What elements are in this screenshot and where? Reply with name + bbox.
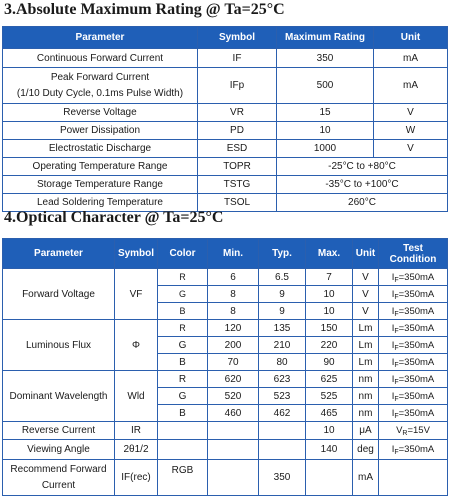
max-cell: 465 [306,405,353,422]
symbol-cell: Wld [115,371,158,422]
parameter-line: Current [41,480,76,491]
min-cell: 6 [208,269,259,286]
table-row [3,440,448,460]
unit-cell: W [374,122,448,140]
parameter-cell: Storage Temperature Range [3,176,198,194]
max-cell [306,460,353,496]
parameter-line: Peak Forward Current [50,72,150,83]
typ-cell [259,422,306,440]
header-color: Color [158,239,208,269]
color-cell: G [158,337,208,354]
parameter-cell: Operating Temperature Range [3,158,198,176]
symbol-cell: IFp [198,68,277,104]
color-cell [158,440,208,460]
test-condition-cell: $I_F=350mA$ [379,405,448,422]
unit-cell: deg [353,440,379,460]
parameter-cell: Dominant Wavelength [3,371,115,422]
min-cell: 8 [208,303,259,320]
min-cell [208,422,259,440]
table-row [3,269,448,286]
typ-cell: 9 [259,286,306,303]
parameter-cell: Reverse Current [3,422,115,440]
color-cell: G [158,388,208,405]
symbol-cell: TSTG [198,176,277,194]
max-cell: 140 [306,440,353,460]
min-cell [208,440,259,460]
typ-cell: 623 [259,371,306,388]
section-4-title: 4.Optical Character @ Ta=25°C [4,209,224,226]
min-cell: 460 [208,405,259,422]
test-condition-cell: $I_F=350mA$ [379,303,448,320]
symbol-cell: PD [198,122,277,140]
color-cell: R [158,320,208,337]
rating-cell: -25°C to +80°C [277,158,448,176]
symbol-cell: IF [198,49,277,68]
symbol-cell: VR [198,104,277,122]
symbol-cell: IF(rec) [115,460,158,496]
unit-cell: Lm [353,354,379,371]
unit-cell: mA [374,68,448,104]
table-row [3,140,448,158]
typ-cell: 9 [259,303,306,320]
table-row [3,176,448,194]
table-row [3,460,448,496]
header-symbol: Symbol [198,27,277,49]
color-cell: R [158,371,208,388]
table-row [3,158,448,176]
parameter-note: (1/10 Duty Cycle, 0.1ms Pulse Width) [16,88,184,99]
unit-cell: Lm [353,320,379,337]
rating-cell: 10 [277,122,374,140]
unit-cell: nm [353,371,379,388]
table-row [3,371,448,388]
unit-cell: mA [374,49,448,68]
max-cell: 7 [306,269,353,286]
rating-cell: 350 [277,49,374,68]
max-cell: 10 [306,286,353,303]
parameter-cell: Luminous Flux [3,320,115,371]
typ-cell [259,440,306,460]
header-typ: Typ. [259,239,306,269]
symbol-cell: TOPR [198,158,277,176]
typ-cell: 135 [259,320,306,337]
min-cell: 70 [208,354,259,371]
header-maximum-rating: Maximum Rating [277,27,374,49]
max-cell: 10 [306,303,353,320]
symbol-cell: VF [115,269,158,320]
unit-cell: V [353,303,379,320]
rating-cell: 500 [277,68,374,104]
unit-cell: nm [353,388,379,405]
header-parameter: Parameter [3,27,198,49]
test-condition-cell: $I_F=350mA$ [379,371,448,388]
header-parameter: Parameter [3,239,115,269]
header-test-condition: Test Condition [379,239,448,269]
rating-cell: 260°C [277,194,448,212]
optical-character-table [2,238,448,496]
rating-cell: 15 [277,104,374,122]
typ-cell: 350 [259,460,306,496]
min-cell: 8 [208,286,259,303]
test-condition-cell: $I_F=350mA$ [379,269,448,286]
test-condition-cell: $V_R=15V$ [379,422,448,440]
max-cell: 150 [306,320,353,337]
unit-cell: mA [353,460,379,496]
parameter-cell [3,68,198,104]
test-condition-cell [379,460,448,496]
color-cell: R [158,269,208,286]
unit-cell: V [374,104,448,122]
color-cell: RGB [158,460,208,496]
min-cell: 520 [208,388,259,405]
table-header-row [3,27,448,49]
max-cell: 625 [306,371,353,388]
test-condition-cell: $I_F=350mA$ [379,337,448,354]
parameter-line: Recommend Forward [10,464,107,475]
table-row [3,104,448,122]
table-row [3,122,448,140]
min-cell [208,460,259,496]
symbol-cell: TSOL [198,194,277,212]
min-cell: 620 [208,371,259,388]
color-cell: B [158,303,208,320]
unit-cell: Lm [353,337,379,354]
symbol-cell: IR [115,422,158,440]
color-cell: B [158,354,208,371]
parameter-cell: Viewing Angle [3,440,115,460]
header-min: Min. [208,239,259,269]
symbol-cell: Φ [115,320,158,371]
rating-cell: -35°C to +100°C [277,176,448,194]
test-condition-cell: $I_F=350mA$ [379,320,448,337]
unit-cell: V [353,269,379,286]
unit-cell: μA [353,422,379,440]
typ-cell: 523 [259,388,306,405]
typ-cell: 210 [259,337,306,354]
color-cell [158,422,208,440]
absolute-maximum-rating-table [2,26,448,212]
header-unit: Unit [353,239,379,269]
symbol-cell: 2θ1/2 [115,440,158,460]
max-cell: 90 [306,354,353,371]
parameter-cell: Forward Voltage [3,269,115,320]
table-row [3,68,448,104]
table-row [3,422,448,440]
table-row [3,49,448,68]
min-cell: 200 [208,337,259,354]
parameter-cell: Lead Soldering Temperature [3,194,198,212]
header-symbol: Symbol [115,239,158,269]
max-cell: 10 [306,422,353,440]
color-cell: B [158,405,208,422]
typ-cell: 6.5 [259,269,306,286]
symbol-cell: ESD [198,140,277,158]
parameter-cell: Power Dissipation [3,122,198,140]
unit-cell: V [374,140,448,158]
header-unit: Unit [374,27,448,49]
section-3-title: 3.Absolute Maximum Rating @ Ta=25°C [4,1,285,18]
typ-cell: 462 [259,405,306,422]
parameter-cell [3,460,115,496]
parameter-cell: Continuous Forward Current [3,49,198,68]
test-condition-cell: $I_F=350mA$ [379,440,448,460]
parameter-cell: Electrostatic Discharge [3,140,198,158]
max-cell: 220 [306,337,353,354]
unit-cell: nm [353,405,379,422]
rating-cell: 1000 [277,140,374,158]
parameter-cell: Reverse Voltage [3,104,198,122]
table-header-row [3,239,448,269]
max-cell: 525 [306,388,353,405]
min-cell: 120 [208,320,259,337]
typ-cell: 80 [259,354,306,371]
test-condition-cell: $I_F=350mA$ [379,388,448,405]
unit-cell: V [353,286,379,303]
color-cell: G [158,286,208,303]
test-condition-cell: $I_F=350mA$ [379,286,448,303]
test-condition-cell: $I_F=350mA$ [379,354,448,371]
table-row [3,320,448,337]
header-max: Max. [306,239,353,269]
